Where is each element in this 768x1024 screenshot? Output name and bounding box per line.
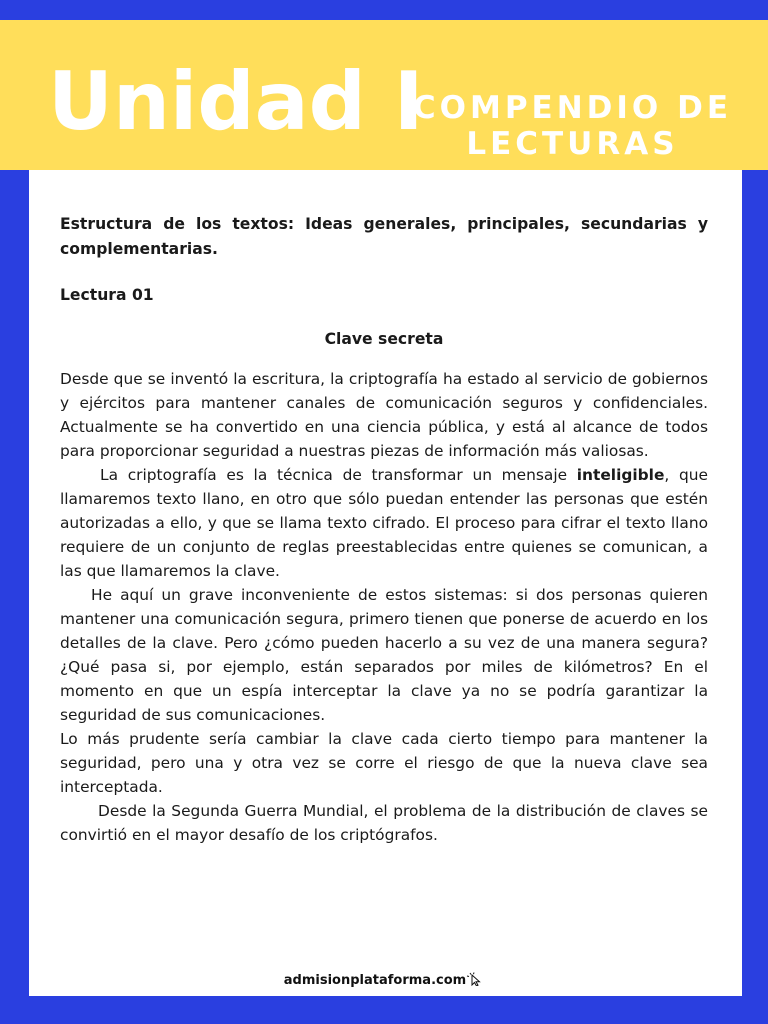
compendio-line-2: LECTURAS — [466, 126, 679, 162]
paragraph-5: Desde la Segunda Guerra Mundial, el problema de la distribución de claves se convirtió en el mayor desafío de los criptógrafos. — [60, 802, 708, 844]
footer — [0, 972, 768, 988]
paragraph-2 — [60, 463, 708, 583]
document-body — [60, 212, 708, 847]
reading-title: Clave secreta — [324, 330, 444, 348]
compendio-title — [413, 90, 732, 162]
footer-site-link[interactable]: admisionplataforma.com — [283, 973, 467, 988]
section-heading: Estructura de los textos: Ideas generales, principales, secundarias y complementarias. — [60, 215, 708, 258]
compendio-line-1: COMPENDIO DE — [412, 90, 732, 126]
paragraph-4: Lo más prudente sería cambiar la clave cada cierto tiempo para mantener la seguridad, pero una y otra vez se corre el riesgo de que la nueva clave sea interceptada. — [60, 730, 708, 796]
paragraph-1: Desde que se inventó la escritura, la criptografía ha estado al servicio de gobiernos y ejércitos para mantener canales de comunicación seguros y confidenciales. Actualmente se ha convertido en una ciencia pública, y está al alcance de todos para proporcionar seguridad a nuestras piezas de información más valiosas. — [60, 370, 708, 460]
paragraph-3: He aquí un grave inconveniente de estos sistemas: si dos personas quieren mantener una comunicación segura, primero tienen que ponerse de acuerdo en los detalles de la clave. Pero ¿cómo pueden hacerlo a su vez de una manera segura? ¿Qué pasa si, por ejemplo, están separados por miles de kilómetros? En el momento en que un espía interceptar la clave ya no se podría garantizar la seguridad de sus comunicaciones. — [60, 586, 708, 724]
header-banner — [0, 20, 768, 170]
paragraph-2-text-b: , que llamaremos texto llano, en otro que sólo puedan entender las personas que estén autorizadas a ello, y que se llama texto cifrado. El proceso para cifrar el texto llano requiere de un conjunto de reglas preestablecidas entre quienes se comunican, a las que llamaremos la clave. — [60, 466, 708, 580]
lecture-label: Lectura 01 — [60, 286, 154, 304]
unit-title: Unidad I — [48, 55, 424, 148]
paragraph-2-bold-word: inteligible — [576, 466, 665, 484]
paragraph-2-text-a: La criptografía es la técnica de transformar un mensaje — [100, 466, 577, 484]
cursor-click-icon — [466, 972, 484, 986]
